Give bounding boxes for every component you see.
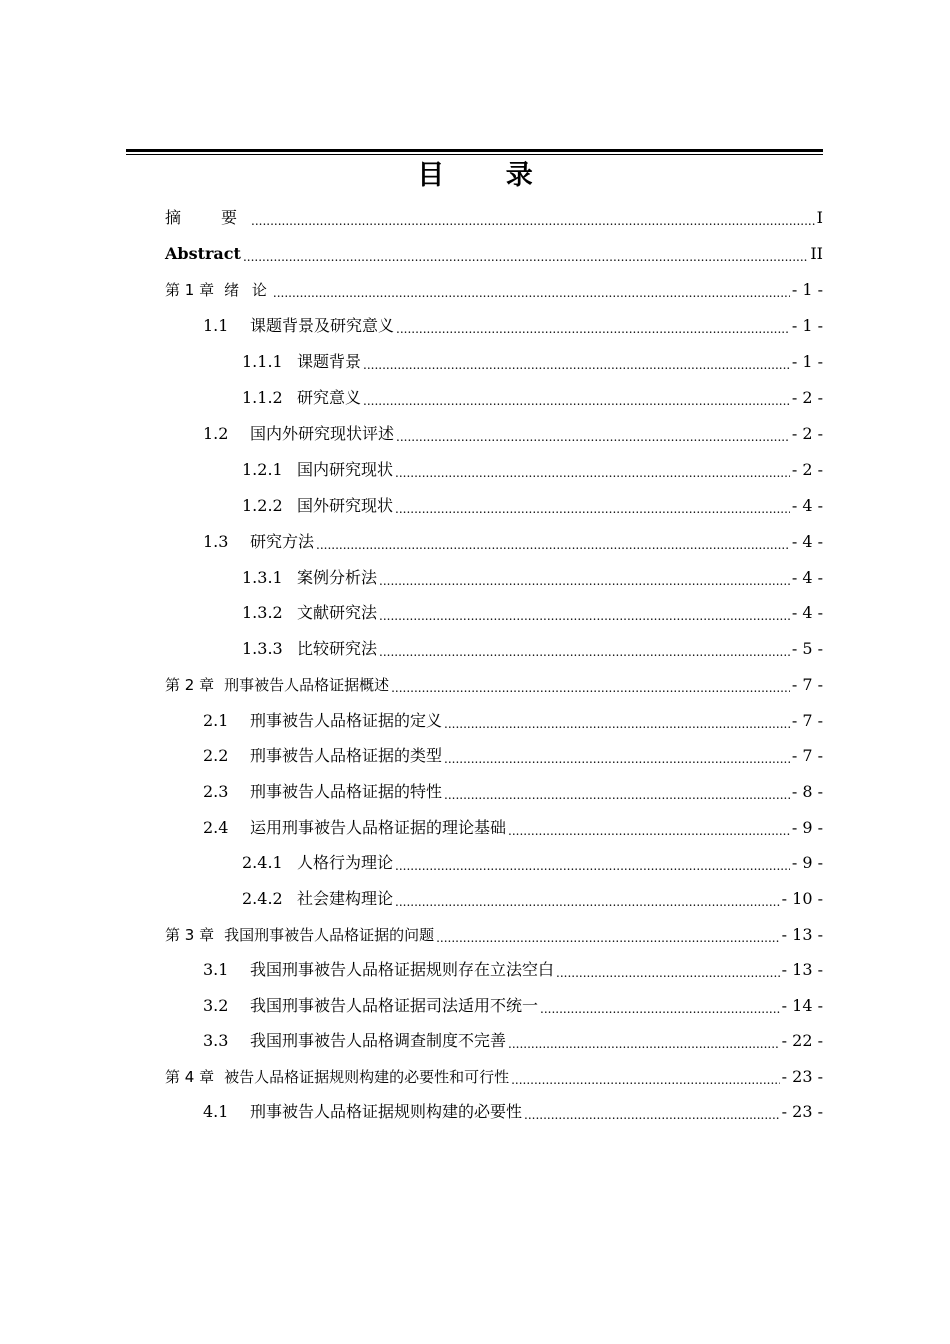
- leader-dots: [396, 431, 790, 443]
- toc-entry-4-1[interactable]: [203, 1094, 823, 1130]
- toc-entry-text: 刑事被告人品格证据的特性: [250, 782, 443, 801]
- leader-dots: [508, 825, 790, 837]
- leader-dots: [395, 896, 780, 908]
- toc-entry-1-3-3[interactable]: [242, 631, 823, 667]
- toc-page-number: - 13 -: [781, 960, 823, 979]
- toc-entry-text: 国外研究现状: [297, 496, 394, 515]
- toc-entry-text: 刑事被告人品格证据概述: [224, 676, 390, 694]
- toc-entry-1-1-1[interactable]: [242, 344, 823, 380]
- section-number: 3.3: [203, 1031, 229, 1050]
- toc-entry-text: 刑事被告人品格证据的类型: [250, 746, 443, 765]
- toc-page-number: - 23 -: [781, 1102, 823, 1121]
- toc-entry-text: 国内研究现状: [297, 460, 394, 479]
- leader-dots: [395, 503, 790, 515]
- toc-entry-2-2[interactable]: [203, 738, 823, 774]
- leader-dots: [363, 395, 790, 407]
- toc-entry-text: 社会建构理论: [297, 889, 394, 908]
- leader-dots: [316, 539, 790, 551]
- section-number: 1.2.1: [242, 460, 283, 479]
- toc-entry-text: 人格行为理论: [297, 853, 394, 872]
- section-number: 1.2: [203, 424, 229, 443]
- leader-dots: [395, 467, 790, 479]
- toc-page-number: - 9 -: [791, 853, 823, 872]
- toc-page-number: - 13 -: [781, 925, 823, 944]
- toc-entry-abstract-en[interactable]: [165, 236, 823, 272]
- toc-entry-1-1[interactable]: [203, 308, 823, 344]
- toc-entry-text: 我国刑事被告人品格调查制度不完善: [250, 1031, 507, 1050]
- toc-entry-3-2[interactable]: [203, 988, 823, 1024]
- toc-entry-2-1[interactable]: [203, 703, 823, 739]
- leader-dots: [391, 682, 790, 694]
- toc-entry-text: 被告人品格证据规则构建的必要性和可行性: [224, 1068, 510, 1086]
- leader-dots: [444, 718, 790, 730]
- toc-entry-1-3[interactable]: [203, 524, 823, 560]
- leader-dots: [379, 610, 790, 622]
- header-rule-thick: [126, 149, 823, 152]
- toc-entry-text: 刑事被告人品格证据规则构建的必要性: [250, 1102, 523, 1121]
- toc-page-number: - 4 -: [791, 496, 823, 515]
- toc-entry-text: 文献研究法: [297, 603, 378, 622]
- toc-entry-text: 课题背景: [297, 352, 362, 371]
- toc-page-number: - 4 -: [791, 532, 823, 551]
- toc-page-number: I: [816, 208, 823, 227]
- section-number: 2.3: [203, 782, 229, 801]
- leader-dots: [540, 1003, 780, 1015]
- toc-page-number: - 2 -: [791, 460, 823, 479]
- chapter-label: 第 2 章: [165, 676, 215, 694]
- leader-dots: [395, 860, 790, 872]
- toc-entry-1-2-2[interactable]: [242, 488, 823, 524]
- toc-entry-text: Abstract: [165, 244, 241, 263]
- section-number: 2.4.2: [242, 889, 283, 908]
- leader-dots: [243, 251, 808, 263]
- toc-entry-text: 运用刑事被告人品格证据的理论基础: [250, 818, 507, 837]
- leader-dots: [508, 1038, 780, 1050]
- toc-entry-text: 我国刑事被告人品格证据规则存在立法空白: [250, 960, 555, 979]
- section-number: 1.3.2: [242, 603, 283, 622]
- toc-entry-2-4[interactable]: [203, 810, 823, 846]
- section-number: 4.1: [203, 1102, 229, 1121]
- toc-entry-2-3[interactable]: [203, 774, 823, 810]
- leader-dots: [524, 1109, 780, 1121]
- toc-page-number: - 1 -: [791, 316, 823, 335]
- toc-entry-1-3-1[interactable]: [242, 560, 823, 596]
- toc-page-number: - 10 -: [781, 889, 823, 908]
- header-rule-thin: [126, 154, 823, 155]
- toc-page-number: - 7 -: [791, 675, 823, 694]
- toc-page-number: - 23 -: [781, 1067, 823, 1086]
- leader-dots: [556, 967, 780, 979]
- section-number: 1.3.3: [242, 639, 283, 658]
- section-number: 1.1: [203, 316, 229, 335]
- toc-page-number: - 7 -: [791, 746, 823, 765]
- leader-dots: [396, 323, 790, 335]
- toc-entry-chapter-1[interactable]: [165, 272, 823, 308]
- toc-title: 目 录: [417, 160, 559, 191]
- toc-page-number: - 4 -: [791, 568, 823, 587]
- section-number: 1.3.1: [242, 568, 283, 587]
- section-number: 1.3: [203, 532, 229, 551]
- section-number: 1.2.2: [242, 496, 283, 515]
- chapter-label: 第 3 章: [165, 926, 215, 944]
- toc-entry-1-1-2[interactable]: [242, 380, 823, 416]
- toc-page-number: - 4 -: [791, 603, 823, 622]
- toc-entry-2-4-2[interactable]: [242, 881, 823, 917]
- toc-entry-text: 案例分析法: [297, 568, 378, 587]
- toc-page-number: II: [810, 244, 823, 263]
- toc-page-number: - 2 -: [791, 388, 823, 407]
- toc-entry-text: 我国刑事被告人品格证据司法适用不统一: [250, 996, 539, 1015]
- toc-page-number: - 8 -: [791, 782, 823, 801]
- section-number: 3.1: [203, 960, 229, 979]
- toc-entry-text: 摘 要: [165, 208, 250, 227]
- toc-page-number: - 1 -: [791, 280, 823, 299]
- toc-entry-1-2-1[interactable]: [242, 452, 823, 488]
- toc-entry-chapter-3[interactable]: [165, 917, 823, 953]
- leader-dots: [251, 215, 815, 227]
- section-number: 2.1: [203, 711, 229, 730]
- toc-entry-text: 我国刑事被告人品格证据的问题: [224, 926, 435, 944]
- chapter-label: 第 1 章: [165, 281, 215, 299]
- toc-page-number: - 5 -: [791, 639, 823, 658]
- chapter-label: 第 4 章: [165, 1068, 215, 1086]
- toc-entry-chapter-4[interactable]: [165, 1059, 823, 1095]
- leader-dots: [436, 932, 780, 944]
- toc-entry-2-4-1[interactable]: [242, 845, 823, 881]
- toc-entry-1-2[interactable]: [203, 416, 823, 452]
- toc-entry-1-3-2[interactable]: [242, 595, 823, 631]
- toc-page-number: - 14 -: [781, 996, 823, 1015]
- toc-entry-text: 刑事被告人品格证据的定义: [250, 711, 443, 730]
- toc-entry-text: 比较研究法: [297, 639, 378, 658]
- toc-entry-chapter-2[interactable]: [165, 667, 823, 703]
- leader-dots: [511, 1074, 780, 1086]
- leader-dots: [379, 575, 790, 587]
- toc-page-number: - 22 -: [781, 1031, 823, 1050]
- toc-page-number: - 7 -: [791, 711, 823, 730]
- toc-entry-3-3[interactable]: [203, 1023, 823, 1059]
- toc-entry-text: 绪 论: [224, 281, 271, 299]
- section-number: 1.1.1: [242, 352, 283, 371]
- section-number: 1.1.2: [242, 388, 283, 407]
- section-number: 2.4: [203, 818, 229, 837]
- toc-entry-abstract-cn[interactable]: [165, 200, 823, 236]
- leader-dots: [444, 753, 790, 765]
- leader-dots: [363, 359, 790, 371]
- section-number: 2.4.1: [242, 853, 283, 872]
- toc-page-number: - 9 -: [791, 818, 823, 837]
- toc-page-number: - 1 -: [791, 352, 823, 371]
- toc-entry-text: 研究方法: [250, 532, 315, 551]
- section-number: 2.2: [203, 746, 229, 765]
- toc-entry-3-1[interactable]: [203, 952, 823, 988]
- toc-entry-text: 研究意义: [297, 388, 362, 407]
- toc-entry-text: 课题背景及研究意义: [250, 316, 395, 335]
- toc-entry-text: 国内外研究现状评述: [250, 424, 395, 443]
- leader-dots: [444, 789, 790, 801]
- leader-dots: [379, 646, 790, 658]
- section-number: 3.2: [203, 996, 229, 1015]
- toc-page-number: - 2 -: [791, 424, 823, 443]
- leader-dots: [273, 287, 790, 299]
